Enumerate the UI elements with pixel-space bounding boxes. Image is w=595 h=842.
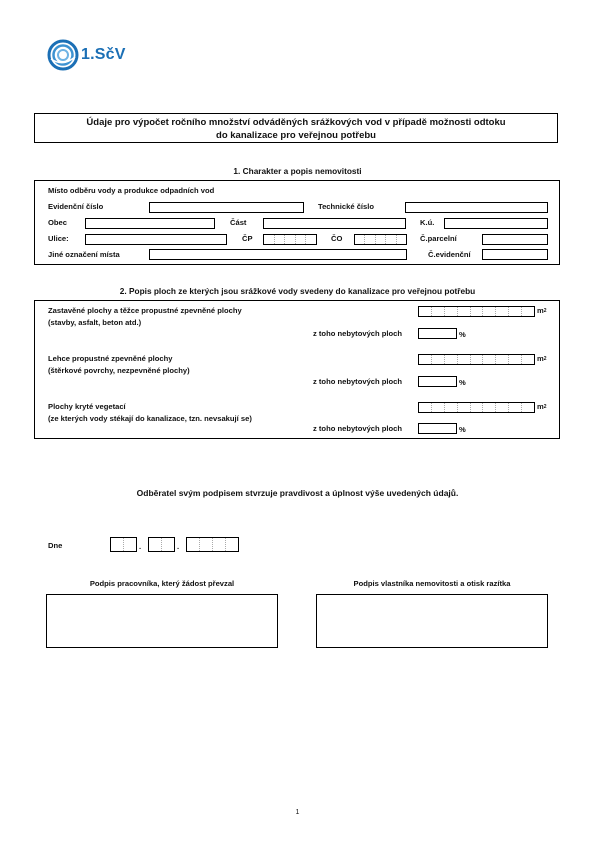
jine-oznaceni-field[interactable] — [149, 249, 407, 260]
area3-unit: $m^2$ — [537, 402, 547, 411]
area1-m2-field[interactable] — [418, 306, 535, 317]
area2-nonresidential-label: z toho nebytových ploch — [313, 377, 403, 386]
date-label: Dne — [48, 541, 63, 550]
section2-heading: 2. Popis ploch ze kterých jsou srážkové vody svedeny do kanalizace pro veřejnou potřebu — [119, 286, 476, 296]
logo-text: 1.SčV — [81, 46, 126, 63]
logo-swirl-icon — [47, 39, 79, 71]
label-obec: Obec — [48, 218, 67, 227]
section1-heading: 1. Charakter a popis nemovitosti — [233, 166, 362, 176]
area1-pct-field[interactable] — [418, 328, 457, 339]
label-cparcelni: Č.parcelní — [420, 234, 457, 243]
area1-pct-unit: % — [459, 330, 466, 339]
label-jine-oznaceni: Jiné označení místa — [48, 250, 120, 259]
document-title — [34, 113, 558, 143]
area2-label: Lehce propustné zpevněné plochy — [48, 354, 173, 363]
area2-sublabel: (štěrkové povrchy, nezpevněné plochy) — [48, 366, 190, 375]
label-cp: ČP — [242, 234, 253, 243]
ulice-field[interactable] — [85, 234, 227, 245]
area1-label: Zastavěné plochy a těžce propustné zpevněné plochy — [48, 306, 242, 315]
evidencni-cislo-field[interactable] — [149, 202, 304, 213]
signature-right-box[interactable] — [316, 594, 548, 648]
area2-pct-field[interactable] — [418, 376, 457, 387]
label-co: ČO — [331, 234, 343, 243]
area3-pct-unit: % — [459, 425, 466, 434]
company-logo — [47, 39, 147, 75]
area1-nonresidential-label: z toho nebytových ploch — [313, 329, 403, 338]
cevidencni-field[interactable] — [482, 249, 548, 260]
area3-label: Plochy kryté vegetací — [48, 402, 126, 411]
area1-unit: $m^2$ — [537, 306, 547, 315]
cast-field[interactable] — [263, 218, 406, 229]
label-cevidencni: Č.evidenční — [428, 250, 471, 259]
section1-subheading: Místo odběru vody a produkce odpadních vod — [48, 186, 215, 195]
date-sep-1: . — [139, 542, 142, 551]
date-day-field[interactable] — [110, 537, 137, 552]
area3-nonresidential-label: z toho nebytových ploch — [313, 424, 403, 433]
technicke-cislo-field[interactable] — [405, 202, 548, 213]
area1-sublabel: (stavby, asfalt, beton atd.) — [48, 318, 142, 327]
label-ku: K.ú. — [420, 218, 435, 227]
title-line-2: do kanalizace pro veřejnou potřebu — [216, 130, 376, 141]
area2-m2-field[interactable] — [418, 354, 535, 365]
label-cast: Část — [230, 218, 247, 227]
date-month-field[interactable] — [148, 537, 175, 552]
date-year-field[interactable] — [186, 537, 239, 552]
signature-left-box[interactable] — [46, 594, 278, 648]
date-sep-2: . — [177, 542, 180, 551]
title-line-1: Údaje pro výpočet ročního množství odváděných srážkových vod v případě možnosti odtoku — [86, 117, 506, 128]
page-number: 1 — [295, 809, 300, 816]
obec-field[interactable] — [85, 218, 215, 229]
area3-m2-field[interactable] — [418, 402, 535, 413]
cp-field[interactable] — [263, 234, 317, 245]
cparcelni-field[interactable] — [482, 234, 548, 245]
label-ulice: Ulice: — [48, 234, 69, 243]
area3-sublabel: (ze kterých vody stékají do kanalizace, tzn. nevsakují se) — [48, 414, 252, 423]
area2-pct-unit: % — [459, 378, 466, 387]
label-evidencni-cislo: Evidenční číslo — [48, 202, 104, 211]
area2-unit: $m^2$ — [537, 354, 547, 363]
label-technicke-cislo: Technické číslo — [318, 202, 374, 211]
declaration-text: Odběratel svým podpisem stvrzuje pravdivost a úplnost výše uvedených údajů. — [136, 488, 459, 498]
co-field[interactable] — [354, 234, 407, 245]
ku-field[interactable] — [444, 218, 548, 229]
area3-pct-field[interactable] — [418, 423, 457, 434]
signature-right-label: Podpis vlastníka nemovitosti a otisk razítka — [353, 579, 511, 588]
signature-left-label: Podpis pracovníka, který žádost převzal — [89, 579, 235, 588]
